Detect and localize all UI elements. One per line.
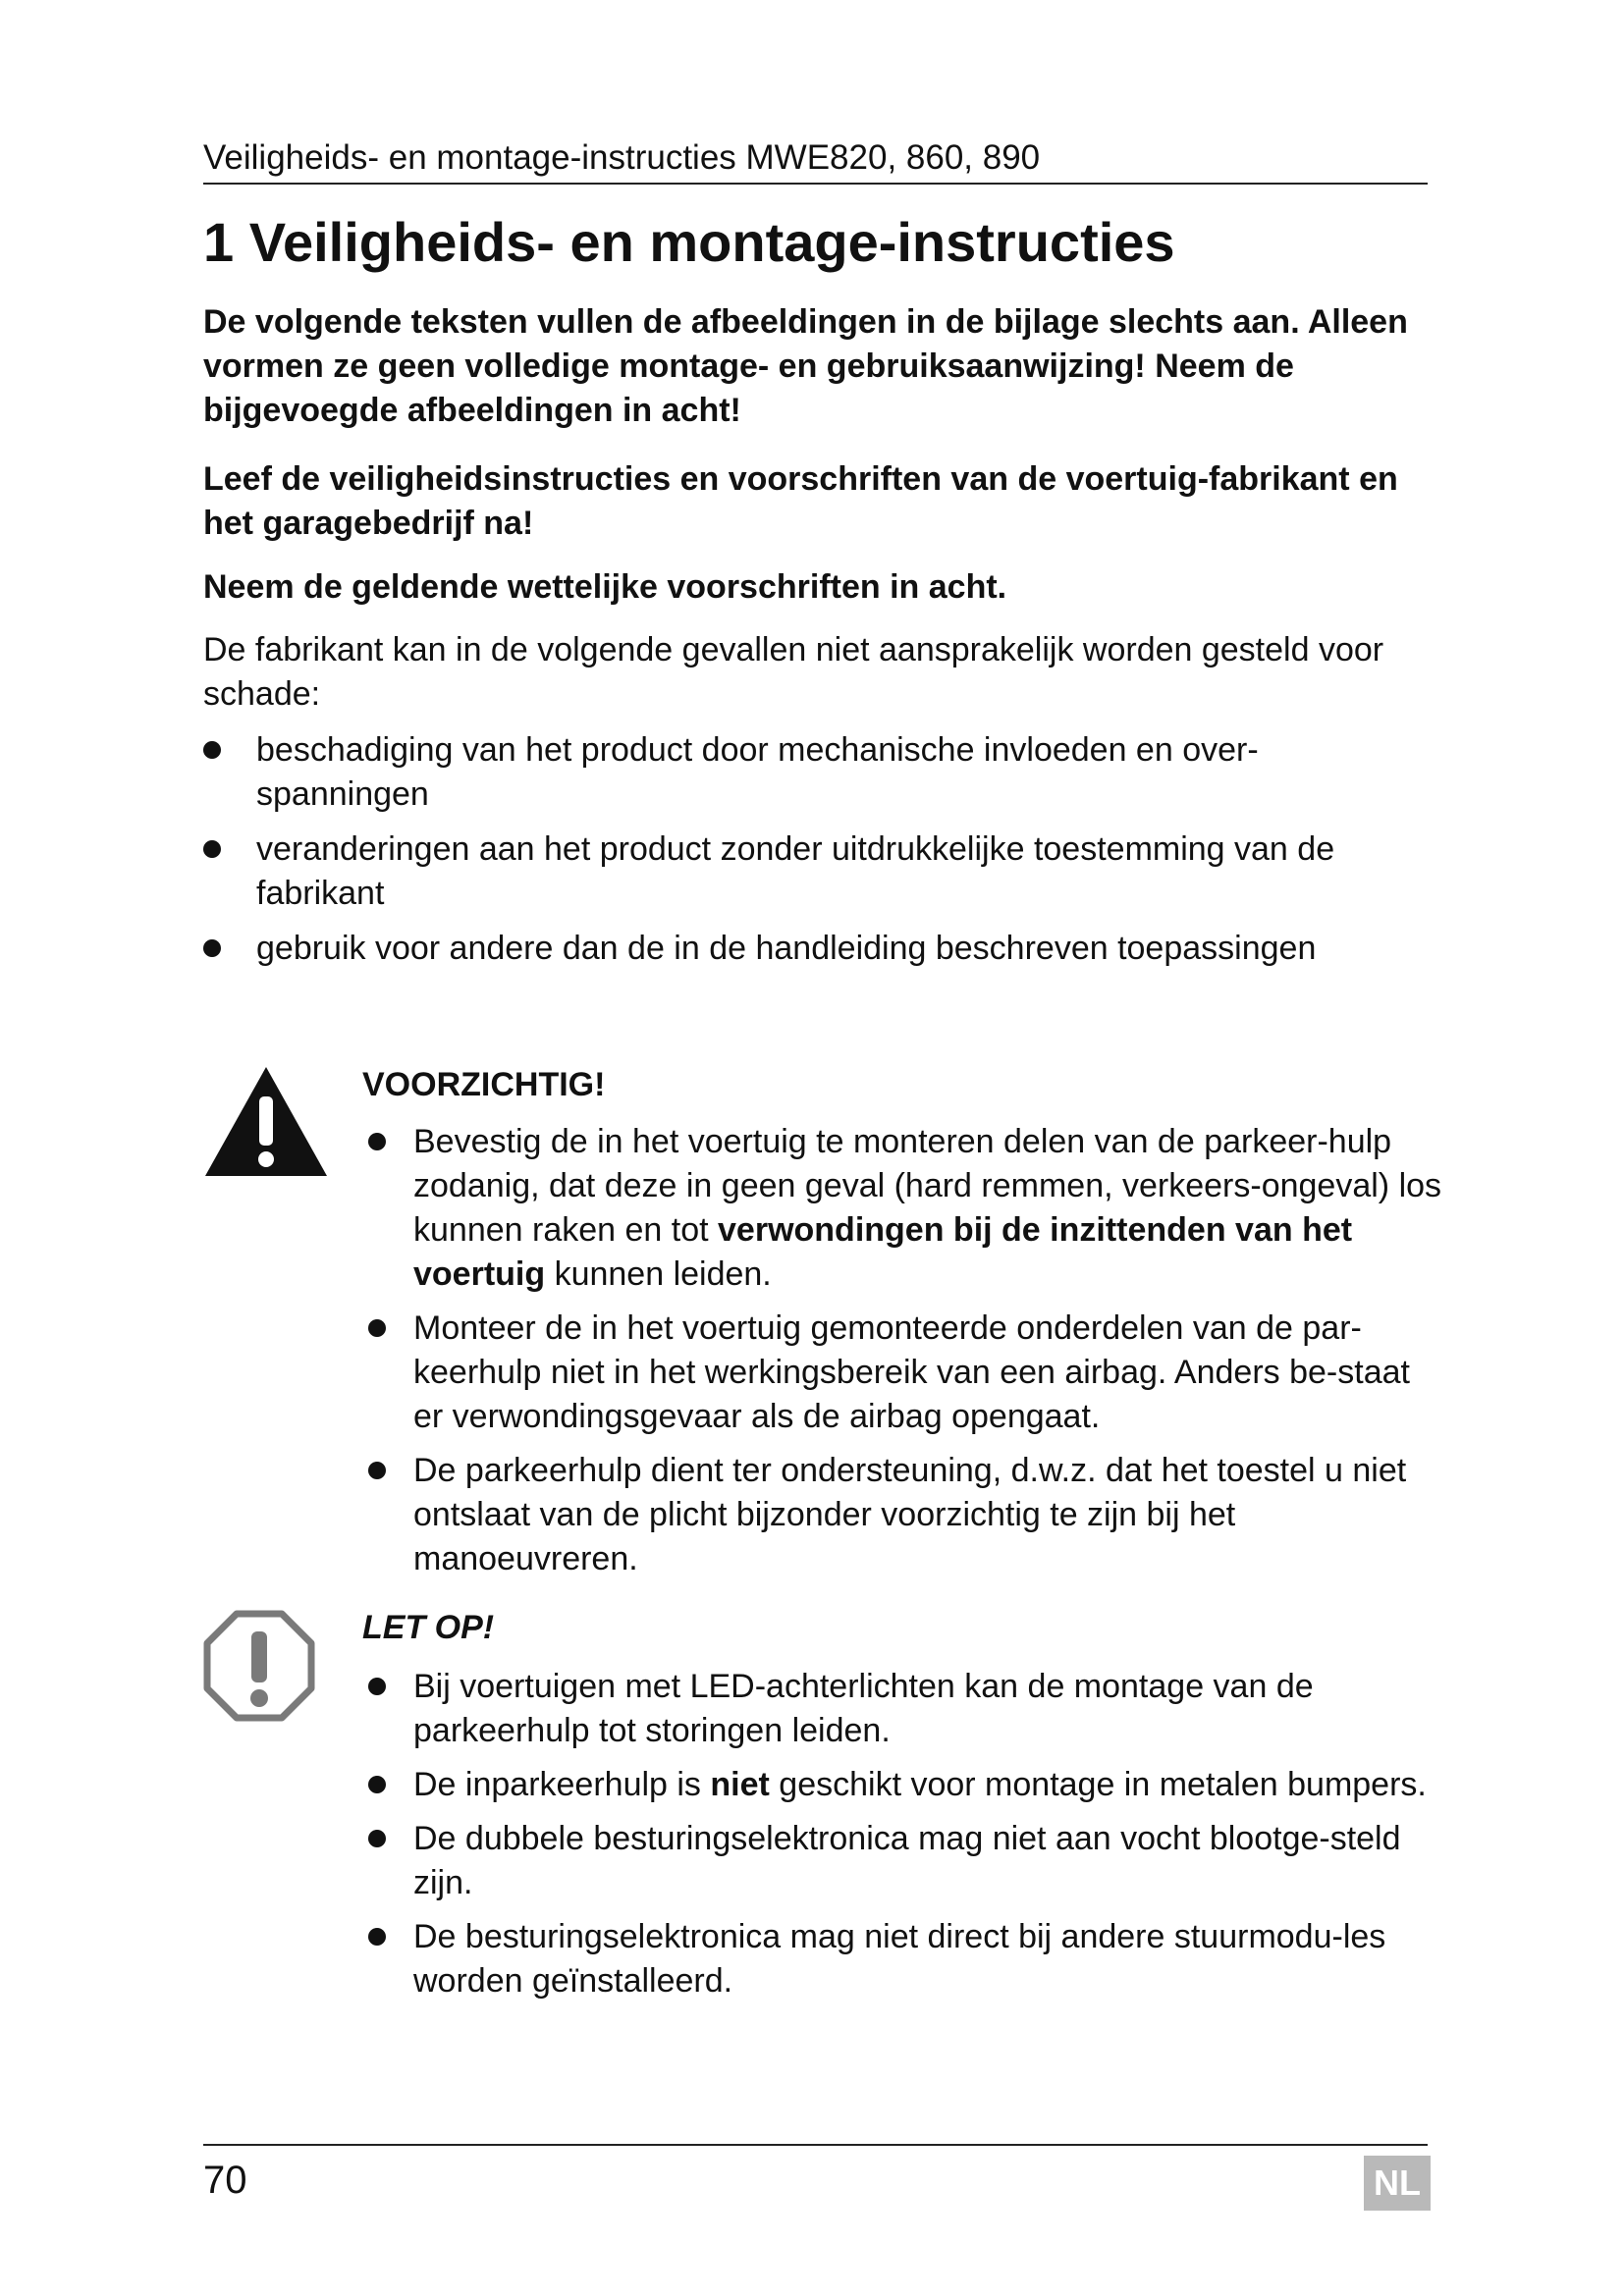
language-badge: NL xyxy=(1364,2156,1431,2211)
note-list xyxy=(362,1665,1442,2013)
bullet-icon xyxy=(368,1133,386,1150)
list-item-text: De parkeerhulp dient ter ondersteuning, d.w.z. dat het toestel u niet ontslaat van de plicht bijzonder voorzichtig te zijn bij het manoeuvreren. xyxy=(413,1452,1407,1577)
page-number: 70 xyxy=(203,2159,247,2202)
list-item-text: De inparkeerhulp is xyxy=(413,1766,711,1803)
list-item xyxy=(362,1665,1442,1753)
caution-title: VOORZICHTIG! xyxy=(362,1066,606,1103)
emphasis-text: niet xyxy=(710,1766,770,1803)
list-item-text: kunnen leiden. xyxy=(545,1255,772,1293)
intro-paragraph-3: Neem de geldende wettelijke voorschriften in acht. xyxy=(203,568,1007,606)
list-item-text: De besturingselektronica mag niet direct bij andere stuurmodu-les worden geïnstalleerd. xyxy=(413,1918,1386,2000)
intro-paragraph-1: De volgende teksten vullen de afbeeldingen in de bijlage slechts aan. Alleen vormen ze geen volledige montage- en gebruiksaanwijzing! Neem de bijgevoegde afbeeldingen in acht! xyxy=(203,303,1408,429)
list-item-text: Monteer de in het voertuig gemonteerde onderdelen van de par-keerhulp niet in het werkingsbereik van een airbag. Anders be-staat er verwondingsgevaar als de airbag opengaat. xyxy=(413,1309,1410,1435)
emphasis-text: verwondingen bij de inzittenden van het voertuig xyxy=(413,1211,1353,1293)
list-item xyxy=(203,828,1431,916)
section-title: 1 Veiligheids- en montage-instructies xyxy=(203,211,1175,273)
list-item-text: Bij voertuigen met LED-achterlichten kan de montage van de parkeerhulp tot storingen leiden. xyxy=(413,1668,1314,1749)
list-item xyxy=(362,1915,1442,2003)
bullet-icon xyxy=(203,939,221,957)
list-item-text: beschadiging van het product door mechanische invloeden en over-spanningen xyxy=(256,731,1259,813)
list-item xyxy=(362,1307,1442,1439)
list-item-text: gebruik voor andere dan de in de handleiding beschreven toepassingen xyxy=(256,930,1317,967)
bullet-icon xyxy=(368,1678,386,1695)
bullet-icon xyxy=(203,840,221,858)
list-item-text: Bevestig de in het voertuig te monteren delen van de parkeer-hulp zodanig, dat deze in geen geval (hard remmen, verkeers-ongeval) los kunnen raken en tot xyxy=(413,1123,1442,1249)
running-header: Veiligheids- en montage-instructies MWE820, 860, 890 xyxy=(203,135,1428,185)
bullet-icon xyxy=(368,1776,386,1793)
note-title: LET OP! xyxy=(362,1609,495,1646)
bullet-icon xyxy=(368,1319,386,1337)
liability-text: De fabrikant kan in de volgende gevallen niet aansprakelijk worden gesteld voor schade: xyxy=(203,631,1384,713)
footer-rule xyxy=(203,2144,1428,2146)
list-item xyxy=(362,1817,1442,1905)
list-item xyxy=(203,728,1431,817)
bullet-icon xyxy=(203,741,221,759)
warning-triangle-icon xyxy=(203,1065,329,1178)
list-item-text: veranderingen aan het product zonder uitdrukkelijke toestemming van de fabrikant xyxy=(256,830,1335,912)
list-item xyxy=(362,1120,1442,1297)
bullet-icon xyxy=(368,1830,386,1847)
bullet-icon xyxy=(368,1928,386,1946)
list-item-text: geschikt voor montage in metalen bumpers. xyxy=(769,1766,1427,1803)
exclamation-octagon-icon xyxy=(203,1610,315,1722)
list-item xyxy=(362,1763,1442,1807)
liability-list xyxy=(203,728,1431,982)
intro-paragraph-2: Leef de veiligheidsinstructies en voorschriften van de voertuig-fabrikant en het garagebedrijf na! xyxy=(203,460,1398,542)
list-item xyxy=(362,1449,1442,1581)
bullet-icon xyxy=(368,1462,386,1479)
list-item-text: De dubbele besturingselektronica mag niet aan vocht blootge-steld zijn. xyxy=(413,1820,1401,1901)
caution-list xyxy=(362,1120,1442,1591)
list-item xyxy=(203,927,1431,971)
